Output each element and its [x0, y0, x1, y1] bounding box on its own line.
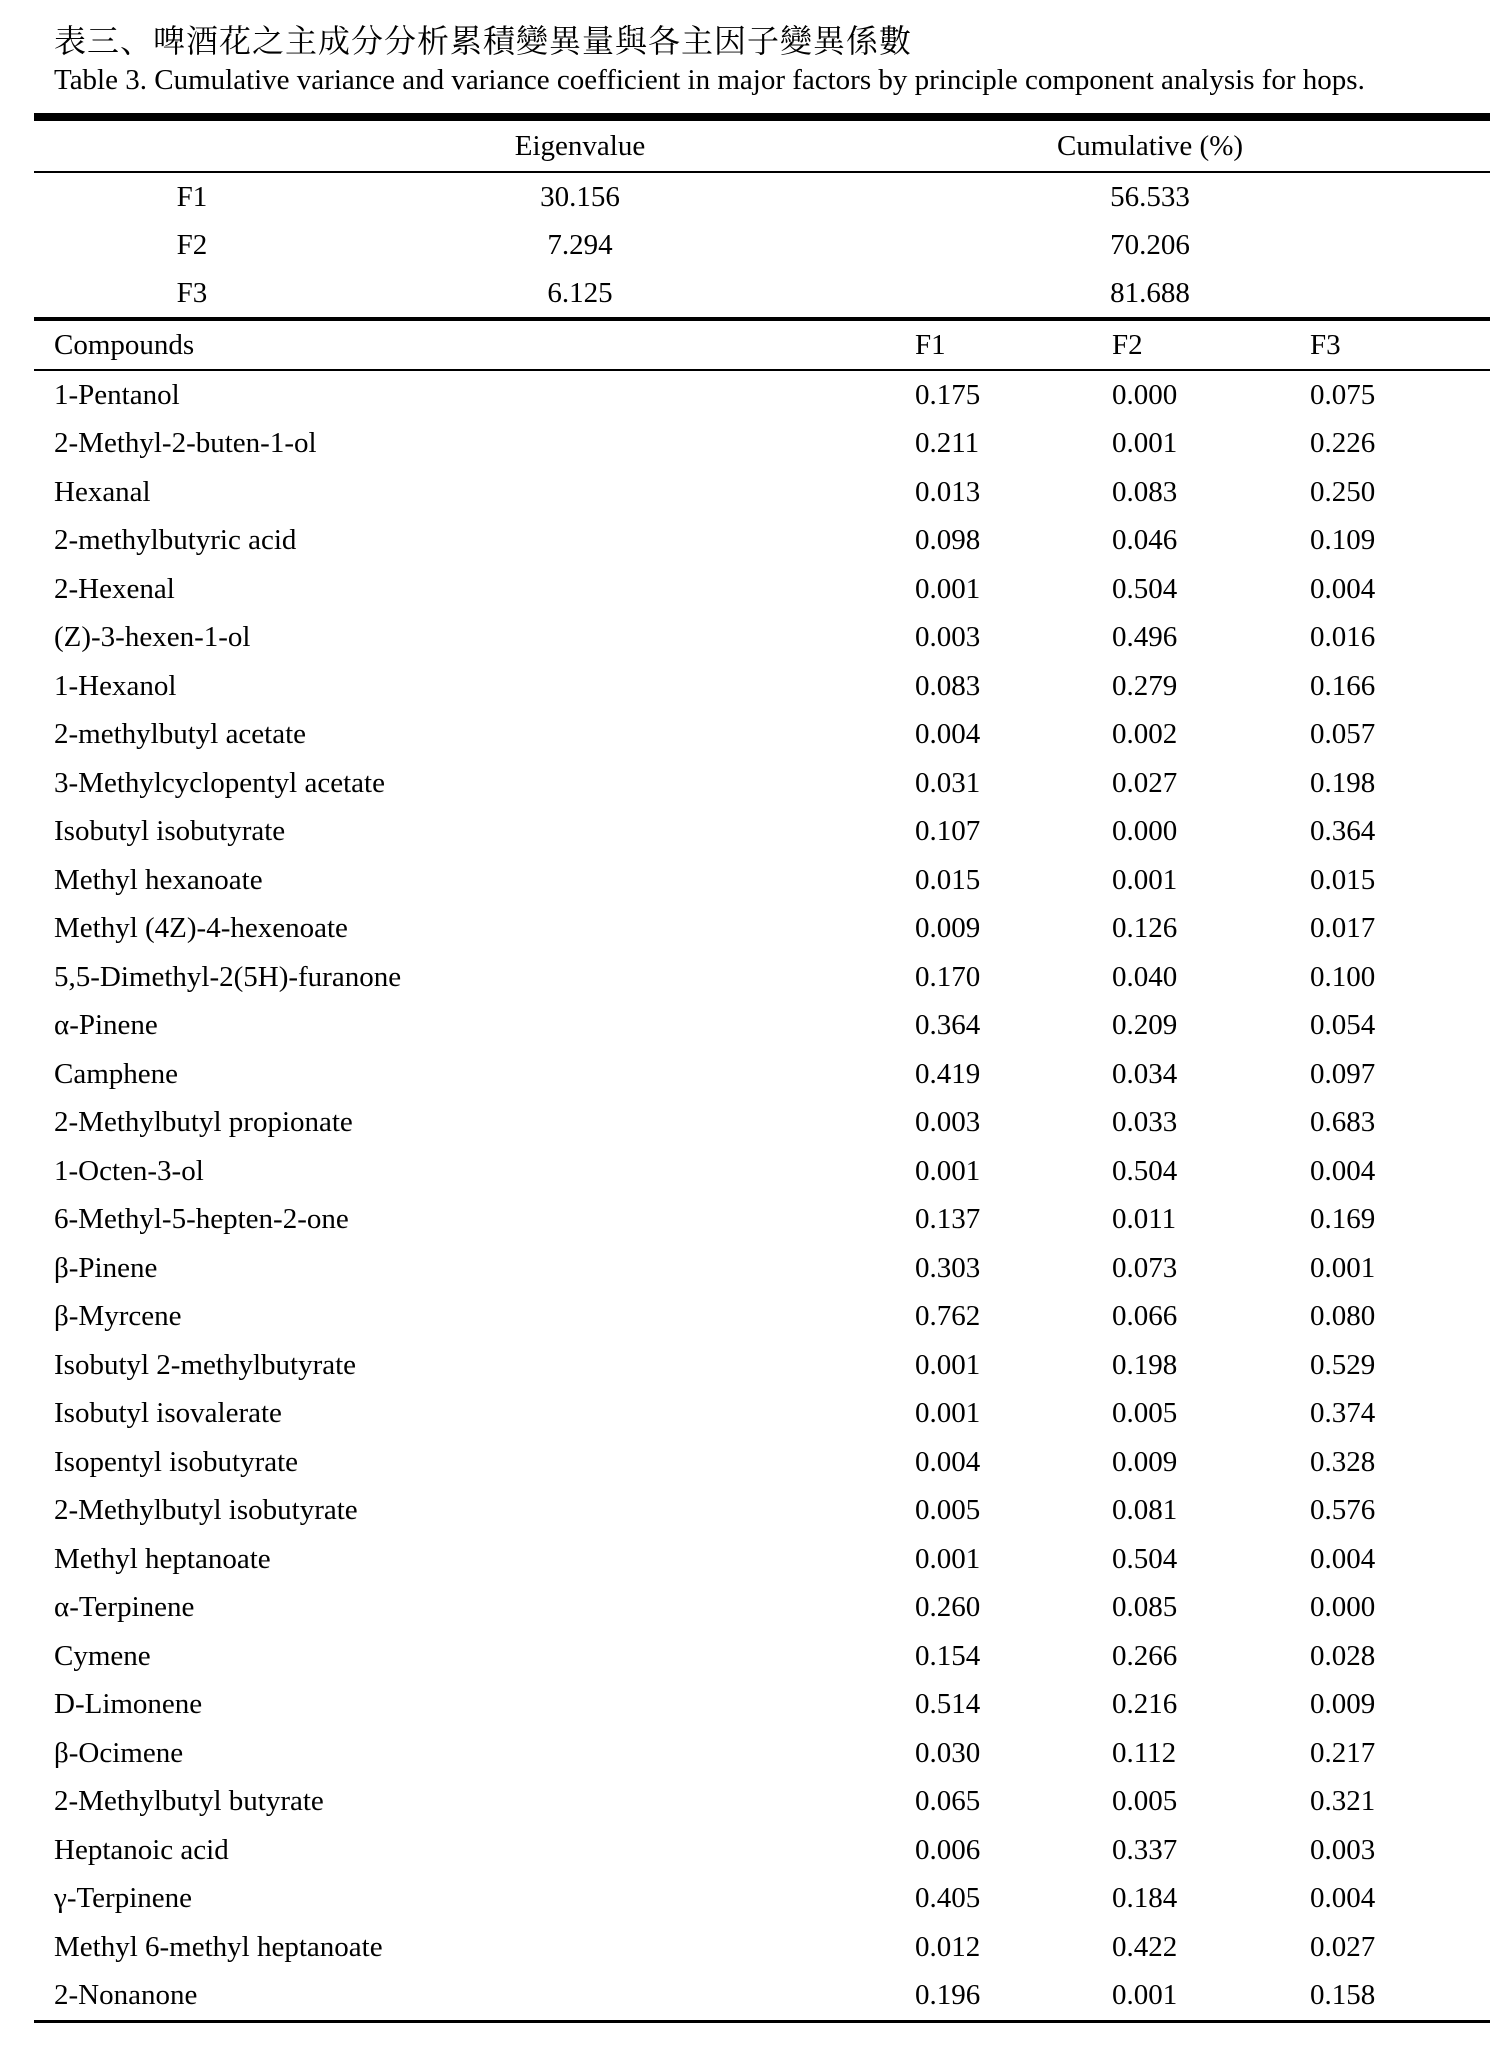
- compound-name-cell: 2-Methylbutyl butyrate: [54, 1785, 324, 1818]
- f2-cell: 0.198: [1112, 1348, 1178, 1381]
- f3-cell: 0.057: [1310, 718, 1376, 751]
- compound-row: [34, 1341, 1490, 1390]
- compound-loadings-table: [34, 321, 1490, 2023]
- compound-name-cell: (Z)-3-hexen-1-ol: [54, 621, 251, 654]
- compound-name-cell: Isobutyl 2-methylbutyrate: [54, 1348, 357, 1381]
- eigenvalue-cell: 6.125: [547, 276, 613, 309]
- compound-row: [34, 808, 1490, 857]
- f1-cell: 0.098: [915, 524, 981, 557]
- f1-column-header: F1: [915, 328, 946, 361]
- eigenvalue-summary-table: [34, 121, 1490, 317]
- f3-cell: 0.017: [1310, 912, 1376, 945]
- f3-cell: 0.004: [1310, 1154, 1376, 1187]
- compound-row: [34, 420, 1490, 469]
- f3-cell: 0.080: [1310, 1300, 1376, 1333]
- compound-name-cell: Methyl hexanoate: [54, 863, 263, 896]
- compound-name-cell: α-Pinene: [54, 1009, 158, 1042]
- eigenvalue-cell: 30.156: [540, 180, 620, 213]
- page-content: [34, 0, 1490, 2023]
- summary-row: [34, 221, 1490, 269]
- f2-cell: 0.034: [1112, 1057, 1178, 1090]
- f1-cell: 0.003: [915, 621, 981, 654]
- compound-name-cell: β-Myrcene: [54, 1300, 182, 1333]
- f3-cell: 0.576: [1310, 1494, 1376, 1527]
- f1-cell: 0.030: [915, 1736, 981, 1769]
- compound-row: [34, 1147, 1490, 1196]
- f1-cell: 0.065: [915, 1785, 981, 1818]
- compound-row: [34, 371, 1490, 420]
- f2-cell: 0.000: [1112, 378, 1178, 411]
- f3-cell: 0.109: [1310, 524, 1376, 557]
- f1-cell: 0.001: [915, 1348, 981, 1381]
- compound-name-cell: 2-Methyl-2-buten-1-ol: [54, 427, 317, 460]
- f2-cell: 0.033: [1112, 1106, 1178, 1139]
- compound-name-cell: 1-Octen-3-ol: [54, 1154, 204, 1187]
- f1-cell: 0.405: [915, 1882, 981, 1915]
- f3-cell: 0.004: [1310, 572, 1376, 605]
- f2-cell: 0.005: [1112, 1785, 1178, 1818]
- f1-cell: 0.303: [915, 1251, 981, 1284]
- compound-name-cell: 2-methylbutyl acetate: [54, 718, 307, 751]
- f3-cell: 0.004: [1310, 1542, 1376, 1575]
- compound-row: [34, 1972, 1490, 2021]
- compound-name-cell: 2-Methylbutyl isobutyrate: [54, 1494, 358, 1527]
- f1-cell: 0.514: [915, 1688, 981, 1721]
- f3-cell: 0.100: [1310, 960, 1376, 993]
- f1-cell: 0.364: [915, 1009, 981, 1042]
- f1-cell: 0.004: [915, 718, 981, 751]
- table-caption-en: Table 3. Cumulative variance and variance coefficient in major factors by principle component analysis for hops.: [54, 64, 1365, 96]
- f3-cell: 0.226: [1310, 427, 1376, 460]
- compound-row: [34, 1729, 1490, 1778]
- compound-name-cell: Methyl (4Z)-4-hexenoate: [54, 912, 348, 945]
- f2-cell: 0.073: [1112, 1251, 1178, 1284]
- f1-cell: 0.419: [915, 1057, 981, 1090]
- compound-rows: [34, 371, 1490, 2020]
- f2-cell: 0.279: [1112, 669, 1178, 702]
- f1-cell: 0.170: [915, 960, 981, 993]
- compound-row: [34, 565, 1490, 614]
- compound-row: [34, 1584, 1490, 1633]
- f3-cell: 0.000: [1310, 1591, 1376, 1624]
- f1-cell: 0.006: [915, 1833, 981, 1866]
- f1-cell: 0.001: [915, 572, 981, 605]
- f3-cell: 0.027: [1310, 1930, 1376, 1963]
- f3-cell: 0.529: [1310, 1348, 1376, 1381]
- cumulative-cell: 70.206: [1110, 228, 1190, 261]
- compound-row: [34, 1390, 1490, 1439]
- f1-cell: 0.260: [915, 1591, 981, 1624]
- f3-cell: 0.028: [1310, 1639, 1376, 1672]
- compound-name-cell: Methyl 6-methyl heptanoate: [54, 1930, 383, 1963]
- rule-table-bottom: [34, 2020, 1490, 2023]
- cumulative-cell: 81.688: [1110, 276, 1190, 309]
- compound-name-cell: Cymene: [54, 1639, 151, 1672]
- compound-name-cell: 2-Hexenal: [54, 572, 175, 605]
- f2-cell: 0.009: [1112, 1445, 1178, 1478]
- compound-row: [34, 1923, 1490, 1972]
- compound-name-cell: 2-methylbutyric acid: [54, 524, 297, 557]
- f1-cell: 0.001: [915, 1542, 981, 1575]
- compound-name-cell: γ-Terpinene: [54, 1882, 192, 1915]
- f1-cell: 0.175: [915, 378, 981, 411]
- f2-cell: 0.040: [1112, 960, 1178, 993]
- factor-cell: F2: [176, 228, 208, 261]
- compound-row: [34, 468, 1490, 517]
- compound-name-cell: β-Pinene: [54, 1251, 158, 1284]
- compound-name-cell: D-Limonene: [54, 1688, 203, 1721]
- f1-cell: 0.154: [915, 1639, 981, 1672]
- summary-header-row: [34, 121, 1490, 171]
- f1-cell: 0.211: [915, 427, 980, 460]
- compound-name-cell: Isobutyl isovalerate: [54, 1397, 282, 1430]
- f3-cell: 0.015: [1310, 863, 1376, 896]
- compound-name-cell: 6-Methyl-5-hepten-2-one: [54, 1203, 349, 1236]
- compound-name-cell: Camphene: [54, 1057, 179, 1090]
- compound-name-cell: 5,5-Dimethyl-2(5H)-furanone: [54, 960, 402, 993]
- f2-cell: 0.001: [1112, 863, 1178, 896]
- f2-cell: 0.066: [1112, 1300, 1178, 1333]
- f2-cell: 0.085: [1112, 1591, 1178, 1624]
- f3-cell: 0.198: [1310, 766, 1376, 799]
- f2-cell: 0.112: [1112, 1736, 1177, 1769]
- compound-name-cell: 1-Pentanol: [54, 378, 180, 411]
- compound-row: [34, 1632, 1490, 1681]
- f3-column-header: F3: [1310, 328, 1341, 361]
- f3-cell: 0.009: [1310, 1688, 1376, 1721]
- f3-cell: 0.250: [1310, 475, 1376, 508]
- compound-row: [34, 1535, 1490, 1584]
- f1-cell: 0.015: [915, 863, 981, 896]
- f1-cell: 0.137: [915, 1203, 981, 1236]
- compound-row: [34, 1002, 1490, 1051]
- compound-row: [34, 1099, 1490, 1148]
- compound-row: [34, 1438, 1490, 1487]
- summary-row: [34, 173, 1490, 221]
- f1-cell: 0.005: [915, 1494, 981, 1527]
- compound-row: [34, 1681, 1490, 1730]
- compounds-column-header: Compounds: [54, 328, 195, 361]
- f2-cell: 0.504: [1112, 1154, 1178, 1187]
- f1-cell: 0.004: [915, 1445, 981, 1478]
- f3-cell: 0.158: [1310, 1979, 1376, 2012]
- f2-cell: 0.001: [1112, 427, 1178, 460]
- f2-cell: 0.496: [1112, 621, 1178, 654]
- f3-cell: 0.328: [1310, 1445, 1376, 1478]
- f2-cell: 0.126: [1112, 912, 1178, 945]
- f1-cell: 0.012: [915, 1930, 981, 1963]
- compounds-header-row: [34, 321, 1490, 369]
- f3-cell: 0.004: [1310, 1882, 1376, 1915]
- f3-cell: 0.097: [1310, 1057, 1376, 1090]
- f3-cell: 0.054: [1310, 1009, 1376, 1042]
- compound-name-cell: 3-Methylcyclopentyl acetate: [54, 766, 385, 799]
- f2-cell: 0.000: [1112, 815, 1178, 848]
- f1-cell: 0.083: [915, 669, 981, 702]
- compound-name-cell: Isobutyl isobutyrate: [54, 815, 286, 848]
- f1-cell: 0.107: [915, 815, 981, 848]
- f1-cell: 0.001: [915, 1154, 981, 1187]
- f1-cell: 0.009: [915, 912, 981, 945]
- f3-cell: 0.321: [1310, 1785, 1376, 1818]
- eigenvalue-cell: 7.294: [547, 228, 613, 261]
- factor-cell: F1: [176, 180, 208, 213]
- f2-cell: 0.005: [1112, 1397, 1178, 1430]
- f2-cell: 0.002: [1112, 718, 1178, 751]
- f3-cell: 0.166: [1310, 669, 1376, 702]
- compound-name-cell: α-Terpinene: [54, 1591, 195, 1624]
- f1-cell: 0.003: [915, 1106, 981, 1139]
- f2-cell: 0.216: [1112, 1688, 1178, 1721]
- f3-cell: 0.001: [1310, 1251, 1376, 1284]
- f3-cell: 0.217: [1310, 1736, 1376, 1769]
- compound-row: [34, 856, 1490, 905]
- f2-cell: 0.046: [1112, 524, 1178, 557]
- f2-cell: 0.337: [1112, 1833, 1178, 1866]
- f2-cell: 0.184: [1112, 1882, 1178, 1915]
- compound-name-cell: Methyl heptanoate: [54, 1542, 271, 1575]
- table-title-zh: 表三、啤酒花之主成分分析累積變異量與各主因子變異係數: [54, 23, 913, 59]
- compound-name-cell: Hexanal: [54, 475, 151, 508]
- factor-cell: F3: [176, 276, 208, 309]
- f3-cell: 0.374: [1310, 1397, 1376, 1430]
- compound-row: [34, 1050, 1490, 1099]
- f1-cell: 0.001: [915, 1397, 981, 1430]
- f3-cell: 0.016: [1310, 621, 1376, 654]
- compound-name-cell: Isopentyl isobutyrate: [54, 1445, 299, 1478]
- rule-top-thick: [34, 113, 1490, 121]
- compound-row: [34, 1244, 1490, 1293]
- compound-row: [34, 1487, 1490, 1536]
- compound-row: [34, 662, 1490, 711]
- compound-row: [34, 711, 1490, 760]
- compound-row: [34, 517, 1490, 566]
- eigenvalue-column-header: Eigenvalue: [514, 129, 646, 162]
- f2-cell: 0.027: [1112, 766, 1178, 799]
- f2-cell: 0.081: [1112, 1494, 1178, 1527]
- compound-row: [34, 953, 1490, 1002]
- f1-cell: 0.031: [915, 766, 981, 799]
- f2-cell: 0.083: [1112, 475, 1178, 508]
- f1-cell: 0.013: [915, 475, 981, 508]
- f1-cell: 0.762: [915, 1300, 981, 1333]
- f1-cell: 0.196: [915, 1979, 981, 2012]
- compound-name-cell: 1-Hexanol: [54, 669, 177, 702]
- f2-cell: 0.266: [1112, 1639, 1178, 1672]
- f3-cell: 0.364: [1310, 815, 1376, 848]
- f2-cell: 0.011: [1112, 1203, 1177, 1236]
- f2-cell: 0.504: [1112, 1542, 1178, 1575]
- compound-name-cell: Heptanoic acid: [54, 1833, 229, 1866]
- compound-row: [34, 1196, 1490, 1245]
- cumulative-cell: 56.533: [1110, 180, 1190, 213]
- compound-row: [34, 1293, 1490, 1342]
- compound-row: [34, 905, 1490, 954]
- compound-name-cell: 2-Methylbutyl propionate: [54, 1106, 353, 1139]
- cumulative-column-header: Cumulative (%): [1056, 129, 1244, 162]
- f2-column-header: F2: [1112, 328, 1143, 361]
- f2-cell: 0.422: [1112, 1930, 1178, 1963]
- compound-row: [34, 759, 1490, 808]
- compound-name-cell: 2-Nonanone: [54, 1979, 198, 2012]
- compound-row: [34, 1826, 1490, 1875]
- f2-cell: 0.209: [1112, 1009, 1178, 1042]
- compound-row: [34, 1875, 1490, 1924]
- f3-cell: 0.683: [1310, 1106, 1376, 1139]
- f3-cell: 0.075: [1310, 378, 1376, 411]
- summary-rows: [34, 173, 1490, 317]
- f3-cell: 0.169: [1310, 1203, 1376, 1236]
- summary-row: [34, 269, 1490, 317]
- compound-row: [34, 614, 1490, 663]
- f3-cell: 0.003: [1310, 1833, 1376, 1866]
- compound-row: [34, 1778, 1490, 1827]
- f2-cell: 0.504: [1112, 572, 1178, 605]
- compound-name-cell: β-Ocimene: [54, 1736, 184, 1769]
- f2-cell: 0.001: [1112, 1979, 1178, 2012]
